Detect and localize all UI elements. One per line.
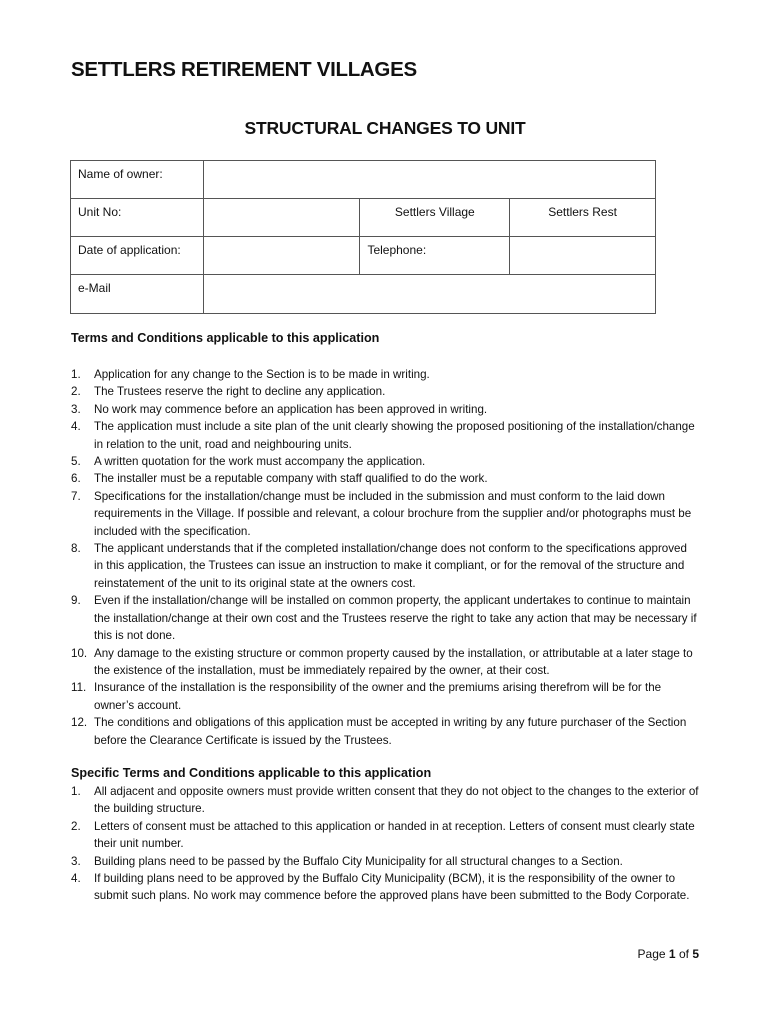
- item-number: 1.: [71, 785, 81, 798]
- item-text: The applicant understands that if the completed installation/change does not conform to the specifications approved in this application, the Trustees can issue an instruction to make it compliant, or for the removal of the structure and reinstatement of the unit to its original state at the owners cost.: [94, 542, 687, 590]
- item-text: Insurance of the installation is the responsibility of the owner and the premiums arising therefrom will be for the owner’s account.: [94, 681, 662, 712]
- item-number: 7.: [71, 489, 81, 503]
- unit-field[interactable]: [203, 199, 360, 237]
- item-number: 8.: [71, 542, 81, 556]
- item-text: A written quotation for the work must accompany the application.: [94, 455, 426, 469]
- list-item: [71, 470, 699, 487]
- item-text: Any damage to the existing structure or common property caused by the installation, or attributable at a later stage to the existence of the installation, must be immediately repaired by the owner, at their cost.: [94, 646, 693, 677]
- unit-label: Unit No:: [71, 199, 204, 237]
- item-text: The Trustees reserve the right to decline any application.: [94, 385, 386, 399]
- document-title-text: STRUCTURAL CHANGES TO UNIT: [244, 118, 526, 138]
- list-item: [71, 488, 699, 540]
- terms-list: [71, 366, 699, 749]
- terms-heading: Terms and Conditions applicable to this application: [71, 331, 380, 345]
- organization-title: SETTLERS RETIREMENT VILLAGES: [71, 58, 417, 81]
- list-item: [71, 783, 699, 818]
- email-label: e-Mail: [71, 275, 204, 314]
- item-number: 4.: [71, 420, 81, 434]
- item-number: 5.: [71, 455, 81, 469]
- email-field[interactable]: [203, 275, 655, 314]
- telephone-field[interactable]: [510, 237, 656, 275]
- owner-row: [71, 161, 656, 199]
- item-text: Even if the installation/change will be installed on common property, the applicant undertakes to continue to maintain the installation/change at their own cost and the Trustees reserve the right to take any action that may be necessary if this is not done.: [94, 594, 697, 643]
- list-item: [71, 592, 699, 644]
- item-number: 11.: [71, 681, 87, 695]
- page-current: 1: [668, 947, 676, 961]
- item-number: 12.: [71, 716, 88, 730]
- page-total: 5: [692, 947, 699, 961]
- list-item: [71, 853, 699, 870]
- item-text: All adjacent and opposite owners must provide written consent that they do not object to the changes to the exterior of the building structure.: [94, 785, 699, 816]
- page-number: [638, 947, 699, 961]
- application-form-table: [70, 160, 656, 314]
- list-item: [71, 645, 699, 680]
- item-text: Building plans need to be passed by the Buffalo City Municipality for all structural changes to a Section.: [94, 854, 623, 868]
- item-number: 9.: [71, 594, 81, 608]
- list-item: [71, 366, 699, 383]
- item-number: 10.: [71, 646, 88, 660]
- owner-field[interactable]: [203, 161, 655, 199]
- item-text: Application for any change to the Section is to be made in writing.: [94, 368, 430, 381]
- list-item: [71, 401, 699, 418]
- item-text: The application must include a site plan of the unit clearly showing the proposed positioning of the installation/change in relation to the unit, road and neighbouring units.: [94, 420, 695, 451]
- item-text: The installer must be a reputable company with staff qualified to do the work.: [94, 472, 488, 486]
- item-text: The conditions and obligations of this application must be accepted in writing by any future purchaser of the Section before the Clearance Certificate is issued by the Trustees.: [94, 716, 687, 747]
- item-number: 3.: [71, 854, 81, 868]
- list-item: [71, 714, 699, 749]
- date-field[interactable]: [203, 237, 360, 275]
- list-item: [71, 540, 699, 592]
- item-number: 4.: [71, 872, 81, 886]
- date-row: [71, 237, 656, 275]
- specific-terms-list: [71, 783, 699, 905]
- list-item: [71, 870, 699, 905]
- document-title: [0, 118, 770, 139]
- item-number: 2.: [71, 385, 81, 399]
- settlers-village-option[interactable]: Settlers Village: [360, 199, 510, 237]
- date-label: Date of application:: [71, 237, 204, 275]
- item-number: 2.: [71, 819, 81, 833]
- telephone-label: Telephone:: [360, 237, 510, 275]
- page-word: Page: [637, 947, 666, 961]
- item-text: If building plans need to be approved by the Buffalo City Municipality (BCM), it is the responsibility of the owner to submit such plans. No work may commence before the approved plans have been submitted to the Body Corporate.: [94, 872, 690, 903]
- list-item: [71, 679, 699, 714]
- list-item: [71, 383, 699, 400]
- item-text: Letters of consent must be attached to this application or handed in at reception. Letters of consent must clearly state their unit number.: [94, 819, 695, 851]
- list-item: [71, 453, 699, 470]
- item-text: Specifications for the installation/change must be included in the submission and must conform to the laid down requirements in the Village. If possible and relevant, a colour brochure from the supplier and/or photographs must be included with the specification.: [94, 489, 692, 538]
- email-row: [71, 275, 656, 314]
- unit-row: [71, 199, 656, 237]
- item-number: 1.: [71, 368, 81, 381]
- item-text: No work may commence before an application has been approved in writing.: [94, 402, 488, 416]
- specific-terms-heading: Specific Terms and Conditions applicable to this application: [71, 766, 432, 780]
- list-item: [71, 818, 699, 853]
- settlers-rest-option[interactable]: Settlers Rest: [510, 199, 656, 237]
- page-of: of: [678, 947, 689, 961]
- owner-label: Name of owner:: [71, 161, 204, 199]
- list-item: [71, 418, 699, 453]
- item-number: 3.: [71, 402, 81, 416]
- item-number: 6.: [71, 472, 81, 486]
